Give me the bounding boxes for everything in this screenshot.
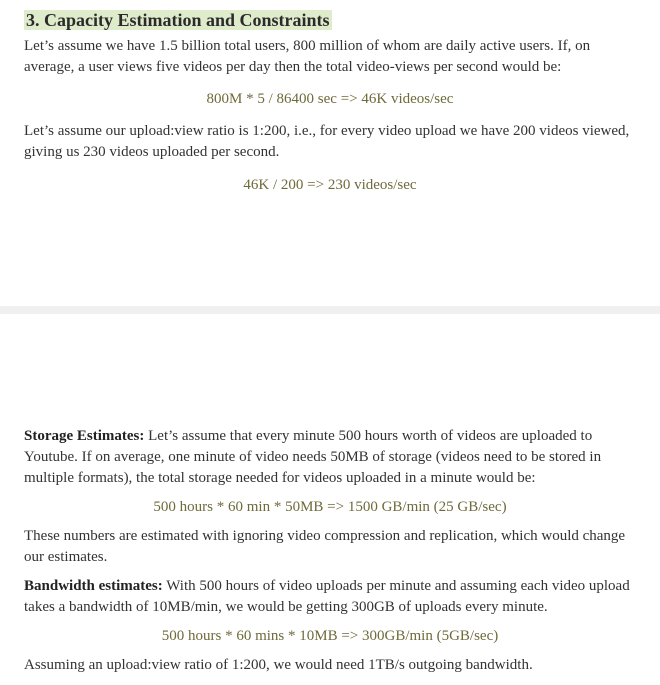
bandwidth-estimates-paragraph [24, 576, 636, 618]
page-bottom-content [24, 426, 636, 676]
document-page-bottom [0, 314, 660, 685]
storage-formula: 500 hours * 60 min * 50MB => 1500 GB/min (25 GB/sec) [153, 499, 507, 515]
storage-estimates-label: Storage Estimates: [24, 428, 145, 444]
upload-ratio-paragraph: Let’s assume our upload:view ratio is 1:200, i.e., for every video upload we have 200 videos viewed, giving us 230 videos uploaded per second. [24, 123, 630, 160]
outgoing-bandwidth-paragraph: Assuming an upload:view ratio of 1:200, we would need 1TB/s outgoing bandwidth. [24, 657, 533, 673]
video-views-paragraph: Let’s assume we have 1.5 billion total users, 800 million of whom are daily active users. If, on average, a user views five videos per day then the total video-views per second would be: [24, 38, 591, 75]
compression-note-paragraph: These numbers are estimated with ignoring video compression and replication, which would change our estimates. [24, 528, 626, 565]
section-heading: 3. Capacity Estimation and Constraints [26, 10, 330, 30]
page-top-content [24, 9, 636, 196]
bandwidth-estimates-label: Bandwidth estimates: [24, 578, 163, 594]
bandwidth-formula: 500 hours * 60 mins * 10MB => 300GB/min (5GB/sec) [161, 628, 499, 644]
video-views-formula: 800M * 5 / 86400 sec => 46K videos/sec [206, 91, 454, 107]
document-page-top [0, 0, 660, 306]
storage-estimates-text: Let’s assume that every minute 500 hours worth of videos are uploaded to Youtube. If on average, one minute of video needs 50MB of storage (videos need to be stored in multiple formats), the total storage needed for videos uploaded in a minute would be: [24, 428, 602, 486]
upload-rate-formula: 46K / 200 => 230 videos/sec [243, 177, 417, 193]
bandwidth-estimates-text: With 500 hours of video uploads per minute and assuming each video upload takes a bandwidth of 10MB/min, we would be getting 300GB of uploads every minute. [24, 578, 630, 615]
storage-estimates-paragraph [24, 426, 636, 489]
